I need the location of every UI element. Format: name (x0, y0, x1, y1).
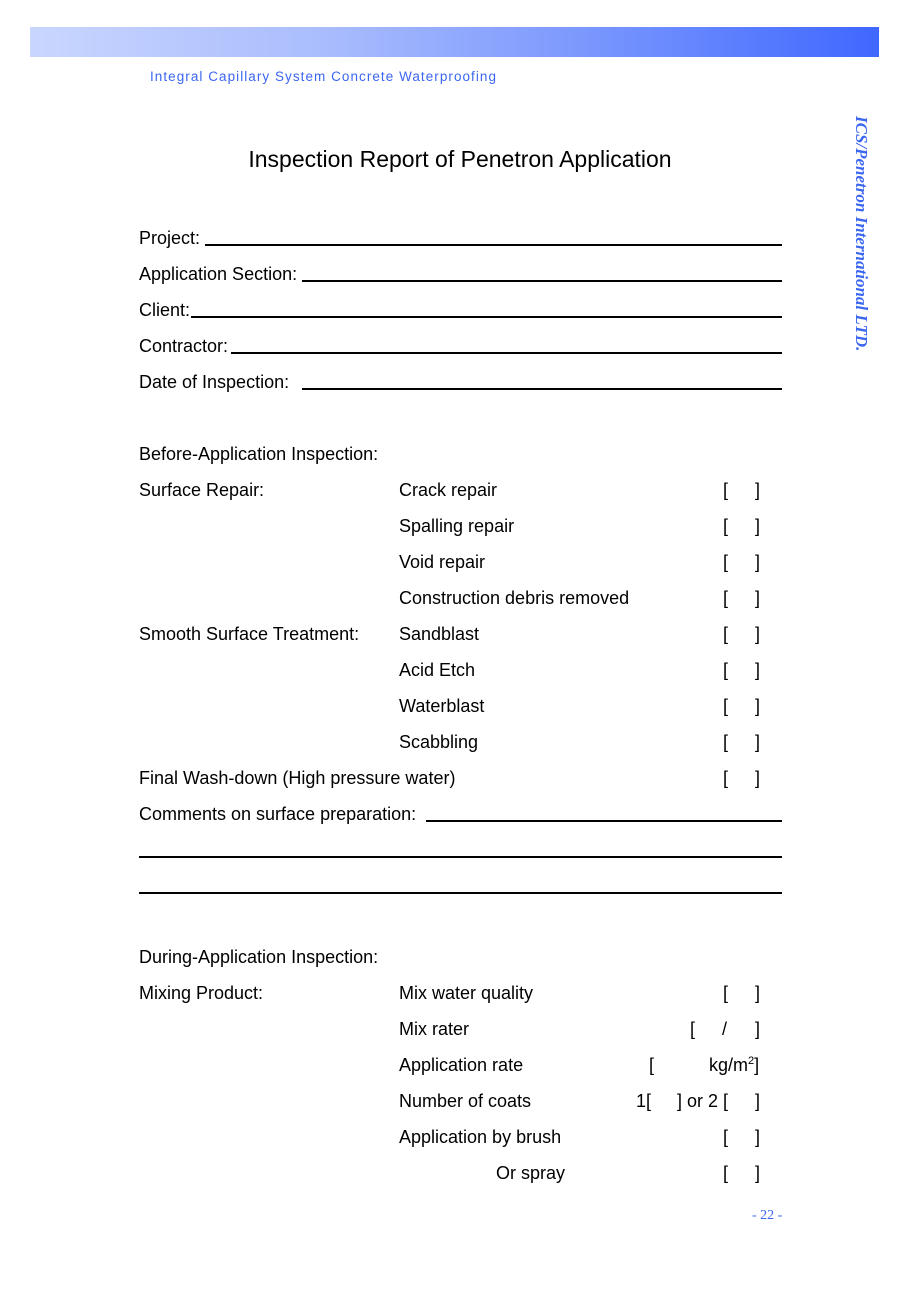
application-rate-field[interactable]: [ (649, 1055, 655, 1075)
item-or-spray: Or spray (496, 1163, 566, 1183)
checkbox-close: ] (755, 1019, 761, 1039)
item-mix-water-quality: Mix water quality (399, 983, 534, 1003)
item-void-repair: Void repair (399, 552, 486, 572)
before-application-heading: Before-Application Inspection: (139, 444, 379, 464)
item-waterblast: Waterblast (399, 696, 485, 716)
checkbox-spalling-repair[interactable]: [ (723, 516, 729, 536)
date-of-inspection-label: Date of Inspection: (139, 372, 290, 392)
checkbox-close: ] (755, 624, 761, 644)
checkbox-close: ] (755, 588, 761, 608)
checkbox-close: ] (755, 1091, 761, 1111)
checkbox-close: ] (755, 768, 761, 788)
checkbox-final-wash-down[interactable]: [ (723, 768, 729, 788)
checkbox-acid-etch[interactable]: [ (723, 660, 729, 680)
checkbox-close: ] (755, 696, 761, 716)
project-line[interactable] (205, 244, 782, 246)
application-section-label: Application Section: (139, 264, 298, 284)
client-label: Client: (139, 300, 191, 320)
date-of-inspection-line[interactable] (302, 388, 782, 390)
surface-repair-label: Surface Repair: (139, 480, 265, 500)
project-label: Project: (139, 228, 201, 248)
item-construction-debris: Construction debris removed (399, 588, 630, 608)
checkbox-close: ] (755, 1127, 761, 1147)
item-scabbling: Scabbling (399, 732, 479, 752)
checkbox-crack-repair[interactable]: [ (723, 480, 729, 500)
side-company-name: ICS/Penetron International LTD. (852, 116, 871, 352)
checkbox-close: ] (755, 660, 761, 680)
item-spalling-repair: Spalling repair (399, 516, 515, 536)
checkbox-construction-debris[interactable]: [ (723, 588, 729, 608)
item-application-by-brush: Application by brush (399, 1127, 562, 1147)
comments-line-1[interactable] (426, 820, 782, 822)
checkbox-close: ] (755, 1163, 761, 1183)
application-section-line[interactable] (302, 280, 782, 282)
checkbox-close: ] (755, 552, 761, 572)
item-sandblast: Sandblast (399, 624, 480, 644)
checkbox-sandblast[interactable]: [ (723, 624, 729, 644)
comments-line-3[interactable] (139, 892, 782, 894)
checkbox-mix-water-quality[interactable]: [ (723, 983, 729, 1003)
item-acid-etch: Acid Etch (399, 660, 476, 680)
mix-rater-field[interactable]: [ (690, 1019, 696, 1039)
checkbox-close: ] (755, 480, 761, 500)
item-mix-rater: Mix rater (399, 1019, 470, 1039)
checkbox-scabbling[interactable]: [ (723, 732, 729, 752)
checkbox-close: ] (755, 732, 761, 752)
checkbox-or-spray[interactable]: [ (723, 1163, 729, 1183)
page-number: - 22 - (752, 1208, 783, 1223)
running-header: Integral Capillary System Concrete Waterproofing (150, 69, 498, 84)
checkbox-close: ] (755, 516, 761, 536)
coats-two-checkbox[interactable]: ] or 2 [ (677, 1091, 729, 1111)
smooth-surface-treatment-label: Smooth Surface Treatment: (139, 624, 360, 644)
comments-label: Comments on surface preparation: (139, 804, 417, 824)
client-line[interactable] (191, 316, 782, 318)
comments-line-2[interactable] (139, 856, 782, 858)
item-application-rate: Application rate (399, 1055, 524, 1075)
item-crack-repair: Crack repair (399, 480, 498, 500)
during-application-heading: During-Application Inspection: (139, 947, 379, 967)
checkbox-waterblast[interactable]: [ (723, 696, 729, 716)
item-number-of-coats: Number of coats (399, 1091, 532, 1111)
coats-one-checkbox[interactable]: 1[ (636, 1091, 652, 1111)
final-wash-down-label: Final Wash-down (High pressure water) (139, 768, 456, 788)
mix-rater-slash: / (722, 1019, 728, 1039)
page-title: Inspection Report of Penetron Application (248, 146, 672, 172)
checkbox-close: ] (755, 983, 761, 1003)
checkbox-void-repair[interactable]: [ (723, 552, 729, 572)
checkbox-application-by-brush[interactable]: [ (723, 1127, 729, 1147)
contractor-label: Contractor: (139, 336, 229, 356)
mixing-product-label: Mixing Product: (139, 983, 264, 1003)
header-color-band (30, 27, 879, 57)
application-rate-unit: $kg/m^2$] (709, 1055, 760, 1075)
contractor-line[interactable] (231, 352, 782, 354)
